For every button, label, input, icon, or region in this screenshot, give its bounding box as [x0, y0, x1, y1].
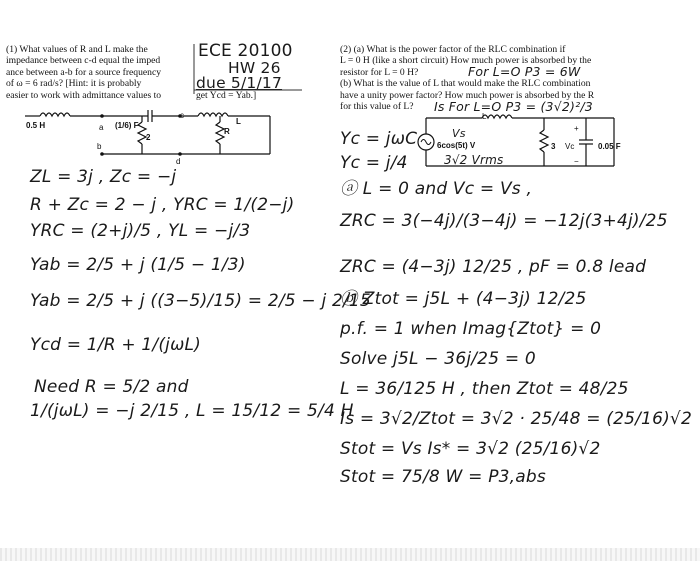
- p1-work-line: Need R = 5/2 and: [34, 377, 189, 397]
- p2-work-line: ZRC = 3(−4j)/(3−4j) = −12j(3+4j)/25: [340, 211, 668, 231]
- p2-annot-a: For L=O P3 = 6W: [468, 64, 581, 79]
- problem1-hint-tail: get Ycd = Yab.]: [196, 89, 257, 101]
- circuit2-rms: 3√2 Vrms: [444, 153, 504, 167]
- problem2-line: for this value of L?: [340, 100, 414, 112]
- p1-work-line: Ycd = 1/R + 1/(jωL): [30, 335, 202, 355]
- p2-work-line: Stot = 75/8 W = P3,abs: [340, 467, 546, 487]
- p2-work-line: ⓐ L = 0 and Vc = Vs ,: [340, 179, 533, 199]
- problem1-text: [6, 44, 161, 101]
- p2-work-line: Yc = jωC: [340, 129, 418, 149]
- circuit1-node-c: c: [180, 111, 184, 120]
- problem2-line: (2) (a) What is the power factor of the RLC combination if: [340, 44, 566, 55]
- circuit2-capacitor-label: 0.05 F: [598, 142, 621, 151]
- problem1-line: ance between a-b for a source frequency: [6, 66, 162, 78]
- problem2-line: resistor for L = 0 H?: [340, 66, 419, 78]
- circuit2-source-label: Vs: [452, 127, 466, 140]
- course-number: ECE 20100: [198, 41, 293, 61]
- circuit2-plus: +: [574, 124, 579, 133]
- problem1-line: easier to work with admittance values to: [6, 89, 162, 101]
- scan-edge-strip: [0, 548, 700, 561]
- problem1-line: impedance between c-d equal the imped: [6, 55, 161, 67]
- problem2-line: L = 0 H (like a short circuit) How much power is absorbed by the: [340, 55, 592, 67]
- p2-work-line: Is = 3√2/Ztot = 3√2 · 25/48 = (25/16)√2: [340, 409, 692, 429]
- p1-work-line: ZL = 3j , Zc = −j: [30, 167, 177, 187]
- p2-work-line: ⓑ Ztot = j5L + (4−3j) 12/25: [340, 289, 587, 309]
- p1-work-line: YRC = (2+j)/5 , YL = −j/3: [30, 221, 251, 241]
- p1-work-line: Yab = 2/5 + j (1/5 − 1/3): [30, 255, 246, 275]
- p2-work-line: L = 36/125 H , then Ztot = 48/25: [340, 379, 629, 399]
- p1-work-line: Yab = 2/5 + j ((3−5)/15) = 2/5 − j 2/15: [30, 291, 371, 311]
- circuit1-capacitor-label: (1/6) F: [115, 121, 139, 130]
- circuit1-inductor-l-label: L: [236, 117, 241, 126]
- problem2-line: have a unity power factor? How much power is absorbed by the R: [340, 89, 595, 101]
- circuit1-resistor-r-label: R: [224, 127, 230, 136]
- problem2-line: (b) What is the value of L that would make the RLC combination: [340, 78, 591, 90]
- circuit1-diagram: [20, 108, 290, 168]
- problem1-line: (1) What values of R and L make the: [6, 44, 148, 55]
- circuit2-inductor-label: L: [482, 112, 487, 121]
- circuit2-resistor-label: 3: [551, 142, 556, 151]
- due-date: due 5/1/17: [196, 74, 283, 92]
- header-box-lines: [192, 41, 304, 96]
- circuit1-node-a: a: [99, 123, 104, 132]
- problem1-line: of ω = 6 rad/s? [Hint: it is probably: [6, 78, 142, 90]
- p2-work-line: ZRC = (4−3j) 12/25 , pF = 0.8 lead: [340, 257, 647, 277]
- p2-work-line: Solve j5L − 36j/25 = 0: [340, 349, 536, 369]
- circuit1-node-b: b: [97, 142, 102, 151]
- p1-work-line: R + Zc = 2 − j , YRC = 1/(2−j): [30, 195, 295, 215]
- circuit1-resistor-2-label: 2: [146, 133, 151, 142]
- circuit1-inductor-label: 0.5 H: [26, 121, 46, 130]
- circuit2-source-value: 6cos(5t) V: [437, 141, 476, 150]
- circuit1-node-d: d: [176, 157, 181, 166]
- p2-annot-b: Is For L=O P3 = (3√2)²/3: [434, 99, 593, 114]
- hw-number: HW 26: [228, 59, 281, 77]
- p2-work-line: p.f. = 1 when Imag{Ztot} = 0: [340, 319, 602, 339]
- circuit2-vc-label: Vc: [565, 142, 575, 151]
- p2-work-line: Yc = j/4: [340, 153, 408, 173]
- p2-work-line: Stot = Vs Is* = 3√2 (25/16)√2: [340, 439, 601, 459]
- circuit2-minus: −: [574, 157, 579, 166]
- p1-work-line: 1/(jωL) = −j 2/15 , L = 15/12 = 5/4 H: [30, 401, 354, 421]
